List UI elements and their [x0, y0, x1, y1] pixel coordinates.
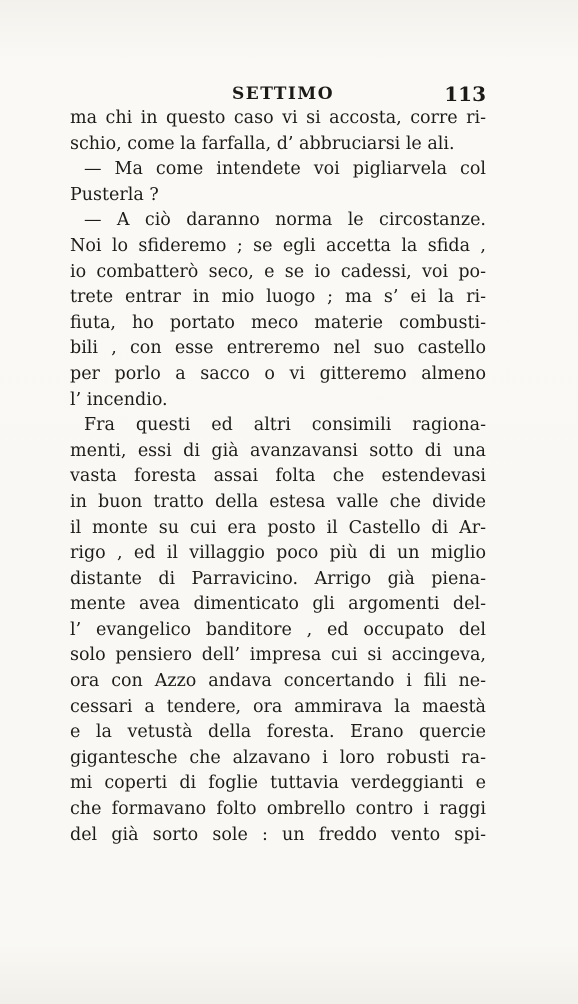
running-head: SETTIMO [232, 84, 335, 104]
text-line: io combatterò seco, e se io cadessi, voi po- [70, 261, 486, 282]
text-line: mi coperti di foglie tuttavia verdeggianti e [70, 773, 486, 794]
text-line: l’ evangelico banditore , ed occupato del [70, 619, 486, 640]
text-line: in buon tratto della estesa valle che divide [70, 491, 486, 512]
text-line: menti, essi di già avanzavansi sotto di una [70, 440, 486, 461]
text-line: fiuta, ho portato meco materie combusti- [70, 312, 486, 333]
text-line: trete entrar in mio luogo ; ma s’ ei la ri- [70, 287, 486, 308]
text-line: — Ma come intendete voi pigliarvela col [84, 159, 486, 180]
text-line: mente avea dimenticato gli argomenti del- [70, 594, 486, 615]
text-line: cessari a tendere, ora ammirava la maestà [70, 696, 486, 717]
page-number: 113 [444, 82, 486, 106]
text-line: e la vetustà della foresta. Erano quercie [70, 722, 486, 743]
text-line: rigo , ed il villaggio poco più di un miglio [70, 543, 486, 564]
text-line: solo pensiero dell’ impresa cui si accingeva, [70, 645, 486, 666]
text-line: bili , con esse entreremo nel suo castello [70, 338, 486, 359]
body-text [70, 106, 486, 848]
page-header [70, 82, 486, 108]
text-line: che formavano folto ombrello contro i raggi [70, 799, 486, 820]
text-line: distante di Parravicino. Arrigo già piena- [70, 568, 486, 589]
text-line: schio, come la farfalla, d’ abbruciarsi le ali. [70, 133, 455, 154]
text-line: per porlo a sacco o vi gitteremo almeno [70, 363, 486, 384]
text-line: ora con Azzo andava concertando i fili ne- [70, 671, 486, 692]
text-line: gigantesche che alzavano i loro robusti ra- [70, 747, 486, 768]
text-line: Pusterla ? [70, 184, 159, 205]
text-line: l’ incendio. [70, 389, 168, 410]
text-line: il monte su cui era posto il Castello di Ar- [70, 517, 486, 538]
text-line: — A ciò daranno norma le circostanze. [84, 210, 486, 231]
text-line: vasta foresta assai folta che estendevasi [70, 466, 486, 487]
text-line: Noi lo sfideremo ; se egli accetta la sfida , [70, 235, 486, 256]
text-line: Fra questi ed altri consimili ragiona- [84, 415, 486, 436]
text-line: del già sorto sole : un freddo vento spi- [70, 824, 486, 845]
text-line: ma chi in questo caso vi si accosta, corre ri- [70, 108, 486, 128]
